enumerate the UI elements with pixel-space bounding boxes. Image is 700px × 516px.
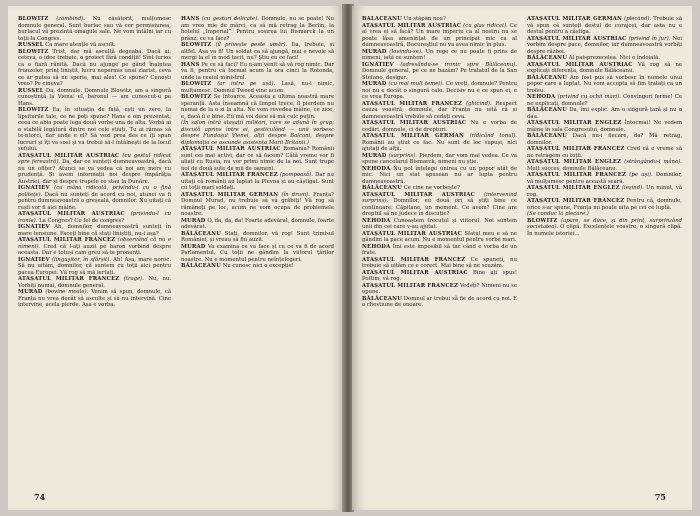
line-text: Un minut, vă rog. [527, 185, 682, 198]
speaker-name: ATAȘATUL MILITAR AUSTRIAC [18, 152, 120, 159]
stage-direction: (intervenind surprins). [362, 191, 517, 204]
stage-direction: (cu mai mult temei). [388, 81, 444, 87]
speaker-name: MURAD [181, 217, 206, 224]
stage-direction: (cu mâna ridicată, privindu-i cu o fină politețe). [18, 185, 171, 198]
dialogue-line [18, 211, 171, 224]
line-text: Cred că e vreme să ne retragem cu toții. [527, 146, 682, 159]
speaker-name: NEHODA [362, 217, 391, 224]
dialogue-line [362, 120, 517, 133]
speaker-name: ATAȘATUL MILITAR AUSTRIAC [527, 35, 627, 42]
line-text: Dar nu uitați că românii au luptat la Plevna și au câștigat. Sunt cu toții mari soldați. [181, 172, 334, 191]
stage-direction: (bovine moale). [45, 289, 89, 295]
speaker-name: IGNATIEV [362, 61, 394, 68]
dialogue-line [527, 16, 682, 36]
speaker-name: ATAȘATUL MILITAR AUSTRIAC [18, 211, 125, 217]
text-column [362, 16, 517, 484]
dialogue-line [18, 49, 171, 88]
dialogue-line [362, 231, 517, 244]
stage-direction: (privindu-l cu ironie). [18, 211, 171, 224]
dialogue-line [18, 107, 171, 153]
speaker-name: BLOWITZ [181, 94, 212, 100]
dialogue-line [527, 172, 682, 185]
line-text: Venim să spun, domnule, că Franța nu vrea decât să asculte și să nu intervină. Cine intervine, acela pierde. Așa e vorba. [18, 289, 171, 308]
dialogue-line [527, 36, 682, 56]
speaker-name: ATAȘATUL MILITAR AUSTRIAC [362, 191, 476, 198]
line-text: Un stăpân nou? [403, 16, 446, 22]
text-column [18, 16, 171, 484]
speaker-name: IGNATIEV [18, 185, 50, 191]
line-text: Dacă nu sunteți de acord cu noi, atunci va fi pentru dumneavoastră o greșeală, domnilor. Nu uitați că rușii vor fi aici mâine. [18, 191, 171, 211]
line-text: Românii au știut ce fac. Nu sunt de loc supuși, nici ajutați de alții. [362, 139, 517, 152]
speaker-name: ATAȘATUL MILITAR AUSTRIAC [527, 61, 633, 68]
dialogue-line [18, 16, 171, 42]
stage-direction: (în drum). [281, 191, 310, 198]
dialogue-line [362, 166, 517, 186]
speaker-name: MURAD [362, 48, 387, 55]
line-text: Îmi este imposibil să tac când e vorba de un frate. [362, 243, 517, 256]
speaker-name: ATAȘATUL MILITAR AUSTRIAC [362, 22, 462, 29]
dialogue-line [181, 231, 334, 244]
line-text: Lasă, nu-i nimic, mulțumesc. Domnul Tweed vine acum. [181, 81, 334, 94]
text-column [527, 16, 682, 484]
line-text: Trebuie să vă spun că sunteți destul de curajoși, dar asta nu e destul pentru a câștiga. [527, 16, 682, 35]
speaker-name: BĂLĂCEANU [181, 263, 222, 269]
line-text: Am fost pus să vorbesc în numele unui popor care a luptat. Nu vom accepta să fim tratați ca un trofeu. [527, 74, 682, 94]
dialogue-line [362, 218, 517, 231]
stage-direction: (ridicând tonul). [469, 133, 517, 139]
dialogue-line [527, 146, 682, 159]
speaker-name: ATAȘATUL MILITAR FRANCEZ [527, 146, 625, 152]
speaker-name: ATAȘATUL MILITAR GERMAN [181, 191, 279, 198]
stage-direction: (apare, se duce, și din prinț, surprinzând societatea). [527, 217, 682, 230]
line-text: O clipă. Excelențele voastre, o singură clipă. În numele istoriei... [527, 224, 682, 237]
stage-direction: (cu glas ridicat). [463, 22, 508, 29]
speaker-name: IGNATIEV [18, 256, 50, 263]
line-text: Domnule, nu se poate! Nu am vreo mie de mărci, ca să mă retrag la Berlin, la hotelul „Imperial”. Pentru sosirea lui Bismarck la un prânz; ce va face? [181, 16, 334, 42]
speaker-name: BĂLĂCEANU [362, 185, 403, 191]
dialogue-line [527, 218, 682, 238]
line-text: Nu, nu. Vorbiți numai, domnule general. [18, 276, 171, 289]
line-text: Nu cunosc nici o excepție! [222, 263, 294, 269]
speaker-name: ATAȘATUL MILITAR FRANCEZ [362, 282, 459, 289]
line-text: Nu căsătorit, mulțumesc domnule general. Sunt burlac sau vă cer permisiunea, burlacul vă prezintă omagiile sale. Ne vom întâlni iar cu toții la Congres. [18, 16, 171, 42]
stage-direction: (cu gestul ridicat spre fereastră). [18, 152, 171, 165]
line-text: Domnilor, eu două ori să știți bine ce continuare: Căpitane, un moment. Ce avem? Cine are dreptul să ne judece în discuție? [362, 198, 517, 217]
line-text: Da, domnule. Domnule Blowitz, am a singură cunoștință la Viena: el, baronul — am cunoscut-o pe Hans. [18, 87, 171, 107]
dialogue-line [527, 75, 682, 95]
speaker-name: BĂLĂCEANU [527, 55, 568, 61]
speaker-name: HANS [181, 61, 200, 68]
line-text: Convingeri ferme! Ce ne explicați, domnule? [527, 94, 682, 107]
dialogue-line [181, 146, 334, 172]
stage-direction: (Se conduc la plecare.) [527, 211, 589, 217]
line-text: Pentru că, domnule, orice s-ar spune, Franța nu poate uita pe cei ce luptă. [527, 198, 682, 211]
speaker-name: ATAȘATUL MILITAR AUSTRIAC [362, 269, 468, 276]
speaker-name: ATAȘATUL MILITAR GERMAN [362, 133, 465, 139]
dialogue-line [181, 218, 334, 231]
speaker-name: ATAȘATUL MILITAR GERMAN [527, 16, 623, 22]
line-text: Nu e vorba de cedări, domnule, ci de drepturi. [362, 120, 517, 133]
dialogue-line [181, 192, 334, 218]
stage-direction: (ieșind). [621, 185, 644, 191]
right-page [352, 6, 692, 510]
speaker-name: BLOWITZ [181, 42, 212, 48]
line-text: Ce vreți, domnule? Pentru noi nu e decât o singură cale. Decisiv nu e ce spun ei, e ce vrea Europa. [362, 81, 517, 100]
page-number: 74 [34, 492, 46, 502]
dialogue-line [527, 133, 682, 146]
dialogue-line [181, 263, 334, 270]
line-text: Vă rog să ne explicați diferența, domnule Bălăceanu. [527, 61, 682, 74]
line-text: Respect cauza voastră, domnule, dar Franța nu uită că și dumneavoastră trebuie să cedați ceva. [362, 100, 517, 120]
line-text: Romania? Românii sunt cei mai activi, dar ce să facem? Câtă vreme vor fi aliați cu Rusia, nu vor primi nimic de la noi. Sunt trupe noi de două sute de mii de oameni. [181, 146, 334, 172]
line-text: Întocmai! Ne vedem mâine în sala Congresului, domnule. [527, 120, 682, 133]
line-text: Bine ați spus! Poftim, vă rog. [362, 269, 517, 282]
page-number: 75 [654, 492, 666, 502]
dialogue-line [527, 159, 682, 172]
stage-direction: (pe uși). [629, 172, 653, 178]
line-text: Noi vorbim despre pace, domnilor, iar dumneavoastră vorbiți despre război. [527, 35, 682, 55]
line-text: Trist, dar mă ascultă degeaba. Dacă ai, ceteva, o idee trebuie, o proiect fără condiții! Sînt furios ca o fiară rănită. Dacă nu ajunge pe gând înaintea frunzelor, prinț liniștit, lucru nepermis unui ziarist, ceva ce ar putea să ne sperie, mai ales! Ce spune? Cunoști vreo? Pe cineva? [18, 48, 171, 87]
speaker-name: NEHODA [527, 94, 556, 100]
line-text: Ea, în situația de față, ești un zero, la lipsiturile tale, ce ne poți spune? Hans e om prezentat, ceea ce abia poate lega două vorbe una de alta. Vorbă ai o stabilă legătură dintre noi cele stiuți. Tu ai rămas să te-ntorci, dar unde e el? Să vezi prea des ce îți spun lucruri și îți va sosi și va trebui să-l întâlnești de la locul șefului. [18, 107, 171, 152]
speaker-name: ATAȘATUL MILITAR FRANCEZ [362, 100, 463, 107]
left-page [8, 6, 344, 510]
speaker-name: IGNATIEV [18, 224, 50, 230]
stage-direction: (linguşitor, în sfârșit). [51, 256, 111, 263]
dialogue-line [181, 42, 334, 62]
dialogue-line [527, 107, 682, 120]
line-text: Stați, domnilor, vă rog! Sunt trimisul României, și vreau să fiu auzit. [181, 230, 334, 243]
speaker-name: ATAȘATUL MILITAR AUSTRIAC [362, 230, 462, 237]
dialogue-line [181, 172, 334, 192]
dialogue-line [362, 153, 517, 166]
line-text: Ca mare atenție vă ascult. [45, 42, 116, 48]
stage-direction: (privind în jur). [628, 35, 671, 42]
line-text: O, da, da, da! Foarte adevărat, domnule, foarte adevărat. [181, 217, 334, 230]
stage-direction: (surprins). [388, 152, 417, 159]
dialogue-line [181, 94, 334, 120]
line-text: Da, trebuie, și altfel. Așa va fi! Un soldat ca să ajungă, mai e nevoie să mergi la el în mod tacit, nu? Știu eu ce faci! [181, 42, 334, 61]
stage-direction: (ghicind). [465, 100, 492, 107]
dialogue-line [18, 88, 171, 108]
stage-direction: (adresându-se ironic spre Bălăceanu). [400, 61, 517, 68]
line-text: Da, dar ce sunteți dumneavoastră, dacă nu un ofițer? Atunci se va vedea că noi am mers cu prudență. Și avem informații noi despre împărăția Austriei, dar și despre trupele ce stau la Dunăre. [18, 159, 171, 185]
dialogue-line [527, 185, 682, 198]
speaker-name: BLOWITZ [181, 81, 212, 87]
dialogue-line [18, 237, 171, 257]
speaker-name: NEHODA [362, 165, 391, 172]
dialogue-line [527, 94, 682, 107]
speaker-name: BLOWITZ [527, 217, 558, 224]
stage-direction: (îl privește peste umăr). [215, 42, 288, 48]
line-text: Un rege ce nu poate fi prins de nimeni, iată ce suntem! [362, 48, 517, 61]
speaker-name: BĂLĂCEANU [181, 230, 222, 237]
speaker-name: BĂLĂCEANU [362, 295, 403, 302]
line-text: Ce ai vrea ei să facă? Un mare imperiu ca al nostru nu se poate lăsa amenințat de un principat mic ca al dumneavoastră, Bucureștiul nu va avea nimic în plus. [362, 22, 517, 48]
line-text: Ah! Așa, mare noroc. Să nu uităm, domnilor, că suntem cu toții aici pentru pacea Europei. Vă rog să mă iertați. [18, 256, 171, 276]
stage-direction: (lovindu-se). [389, 48, 423, 55]
dialogue-line [18, 257, 171, 277]
dialogue-line [362, 133, 517, 153]
line-text: Nu pot înțelege unirea cu un popor atât de mic. Nici un stat apusean nu ar lupta pentru dumneavoastră. [362, 165, 517, 185]
stage-direction: (În salon intră atașații militari, care se adună în grup; discută aprins între ei, gesticulând — unii vorbesc despre Fundașul Vienei, alții despre Balcani, despre diplomația ce ascunde asistența Marii Britanii.) [181, 120, 334, 146]
text-column [181, 16, 334, 484]
line-text: Al paisprezecelea. Nici o îndoială. [568, 55, 660, 61]
speaker-name: MURAD [181, 243, 206, 250]
speaker-name: MURAD [362, 81, 387, 87]
dialogue-line [18, 185, 171, 211]
stage-direction: (privind cu ochii mari). [557, 94, 621, 100]
speaker-name: BĂLĂCEANU [527, 133, 568, 139]
dialogue-line [362, 23, 517, 49]
speaker-name: BLOWITZ [18, 107, 49, 113]
speaker-name: BĂLĂCEANU [527, 74, 568, 81]
speaker-name: BLOWITZ [18, 16, 49, 22]
dialogue-line [362, 192, 517, 218]
dialogue-line [181, 244, 334, 264]
speaker-name: ATAȘATUL MILITAR AUSTRIAC [362, 120, 467, 126]
speaker-name: ATAȘATUL MILITAR ENGLEZ [527, 120, 622, 126]
dialogue-line [527, 198, 682, 211]
stage-direction: (pompoasă). [279, 172, 313, 178]
left-page-columns [18, 16, 334, 484]
dialogue-line [18, 289, 171, 309]
stage-direction: (zâmbind). [56, 16, 85, 22]
line-text: Franța? Domnul Murad, nu trebuie să vă grăbiți! Vă rog să rămâneți pe loc, acum ne vom ocupa de problemele noastre. [181, 191, 334, 217]
dialogue-line [527, 120, 682, 133]
stage-direction: (trage). [123, 276, 144, 282]
dialogue-line [362, 296, 517, 309]
line-text: Pe ce să faci? Eu n-am venit să vă rog nimic. Dar va fi, pentru că tocmai acum la ora cinci la Rotonda, unde ia ceaiul ministrul. [181, 61, 334, 81]
right-page-columns [362, 16, 682, 484]
dialogue-line [527, 62, 682, 75]
dialogue-line [362, 283, 517, 296]
speaker-name: RUSSEL [18, 87, 44, 94]
line-text: Cunoaștem trecutul și viitorul. Noi suntem unii din cei care v-au ajutat. [362, 217, 517, 230]
line-text: Domnule general, pe ce ne bazăm? Pe tratatul de la San Stefano, desigur. [362, 68, 517, 81]
stage-direction: (observând că nu e nimeni). [18, 237, 171, 250]
dialogue-line [181, 16, 334, 42]
speaker-name: RUSSEL [18, 42, 44, 48]
stage-direction: (strângându-i mâna). [624, 159, 682, 165]
dialogue-line [362, 81, 517, 101]
speaker-name: ATAȘATUL MILITAR FRANCEZ [18, 276, 120, 282]
line-text: La Congres? Ce fel de congres? [39, 217, 125, 224]
line-text: Va examina ce va face și cu ce va fi de acord Parlamentul. Cu toții ne gândim la viitorul țărilor noastre. Nu e momentul pentru neînțelegeri. [181, 243, 334, 263]
dialogue-line [362, 101, 517, 121]
speaker-name: BĂLĂCEANU [362, 16, 403, 22]
line-text: Da, îmi explic. Am o singură țară și nu o dau. [527, 107, 682, 120]
dialogue-line [362, 270, 517, 283]
dialogue-line [181, 62, 334, 82]
dialogue-line [18, 224, 171, 237]
speaker-name: ATAȘATUL MILITAR FRANCEZ [18, 237, 116, 243]
dialogue-line [362, 257, 517, 270]
line-text: Domnilor, vă mulțumesc pentru această seară. [527, 172, 682, 185]
speaker-name: MURAD [18, 289, 43, 295]
dialogue-line [181, 120, 334, 146]
line-text: Ah, domnilor, dumneavoastră sunteți în mare tensiune. Faceți bine că stați liniștiți, nu-i așa? [18, 224, 171, 237]
line-text: Ce spuneți, nu trebuie să uităm ce e corect. Mai bine să ne scuzăm. [362, 256, 517, 269]
dialogue-line [181, 81, 334, 94]
stage-direction: (ar intra pe ușă). [217, 81, 276, 87]
speaker-name: ATAȘATUL MILITAR ENGLEZ [527, 185, 620, 191]
stage-direction: (cu gesturi delicate). [201, 16, 259, 22]
speaker-name: ATAȘATUL MILITAR ENGLEZ [527, 159, 622, 165]
speaker-name: BLOWITZ [18, 48, 49, 55]
line-text: Dacă nu-i fiecare, da? Mă retrag, domnilor. [527, 133, 682, 146]
dialogue-line [362, 49, 517, 62]
dialogue-line [18, 276, 171, 289]
speaker-name: ATAȘATUL MILITAR FRANCEZ [527, 198, 625, 204]
speaker-name: BĂLĂCEANU [527, 107, 568, 113]
line-text: Cred că l-ați auzit pe baron vorbind despre aceasta. Dar e totuși cam greu să te pronunți. [18, 243, 171, 256]
line-text: Ce cine ne vorbește? [403, 185, 460, 191]
stage-direction: (plecând). [624, 16, 652, 22]
line-text: Sfatul meu e să ne gândim la pace acum. Nu e momentul pentru vorbe mari. [362, 230, 517, 243]
speaker-name: HANS [181, 16, 200, 22]
speaker-name: MURAD [362, 152, 387, 159]
line-text: Pierdem, dar vom mai vedea. Ce va spune cancelarul Bismarck, nimeni nu știe. [362, 152, 517, 165]
speaker-name: ATAȘATUL MILITAR FRANCEZ [527, 172, 627, 178]
line-text: Domnul ar trebui să fie de acord cu noi. E o chestiune de onoare. [362, 295, 517, 308]
line-text: Mult succes, domnule Bălăceanu. [527, 165, 618, 172]
dialogue-line [362, 244, 517, 257]
dialogue-line [18, 153, 171, 186]
line-text: Se întoarce. Aceasta e ultima noastră mare speranță. Asta înseamnă că timpul trece, îl pierdem nu numai de la o zi la alta. Ne vom revedea mâine, ce zice, e, dacă îi e bine. Eu mă voi duce să mă culc puțin. [181, 94, 334, 120]
line-text: Vedeți? Nimeni nu se opune. [362, 282, 517, 295]
speaker-name: NEHODA [362, 243, 391, 250]
speaker-name: ATAȘATUL MILITAR AUSTRIAC [181, 146, 281, 152]
dialogue-line [362, 62, 517, 82]
speaker-name: ATAȘATUL MILITAR FRANCEZ [362, 256, 466, 263]
speaker-name: ATAȘATUL MILITAR FRANCEZ [181, 172, 278, 178]
